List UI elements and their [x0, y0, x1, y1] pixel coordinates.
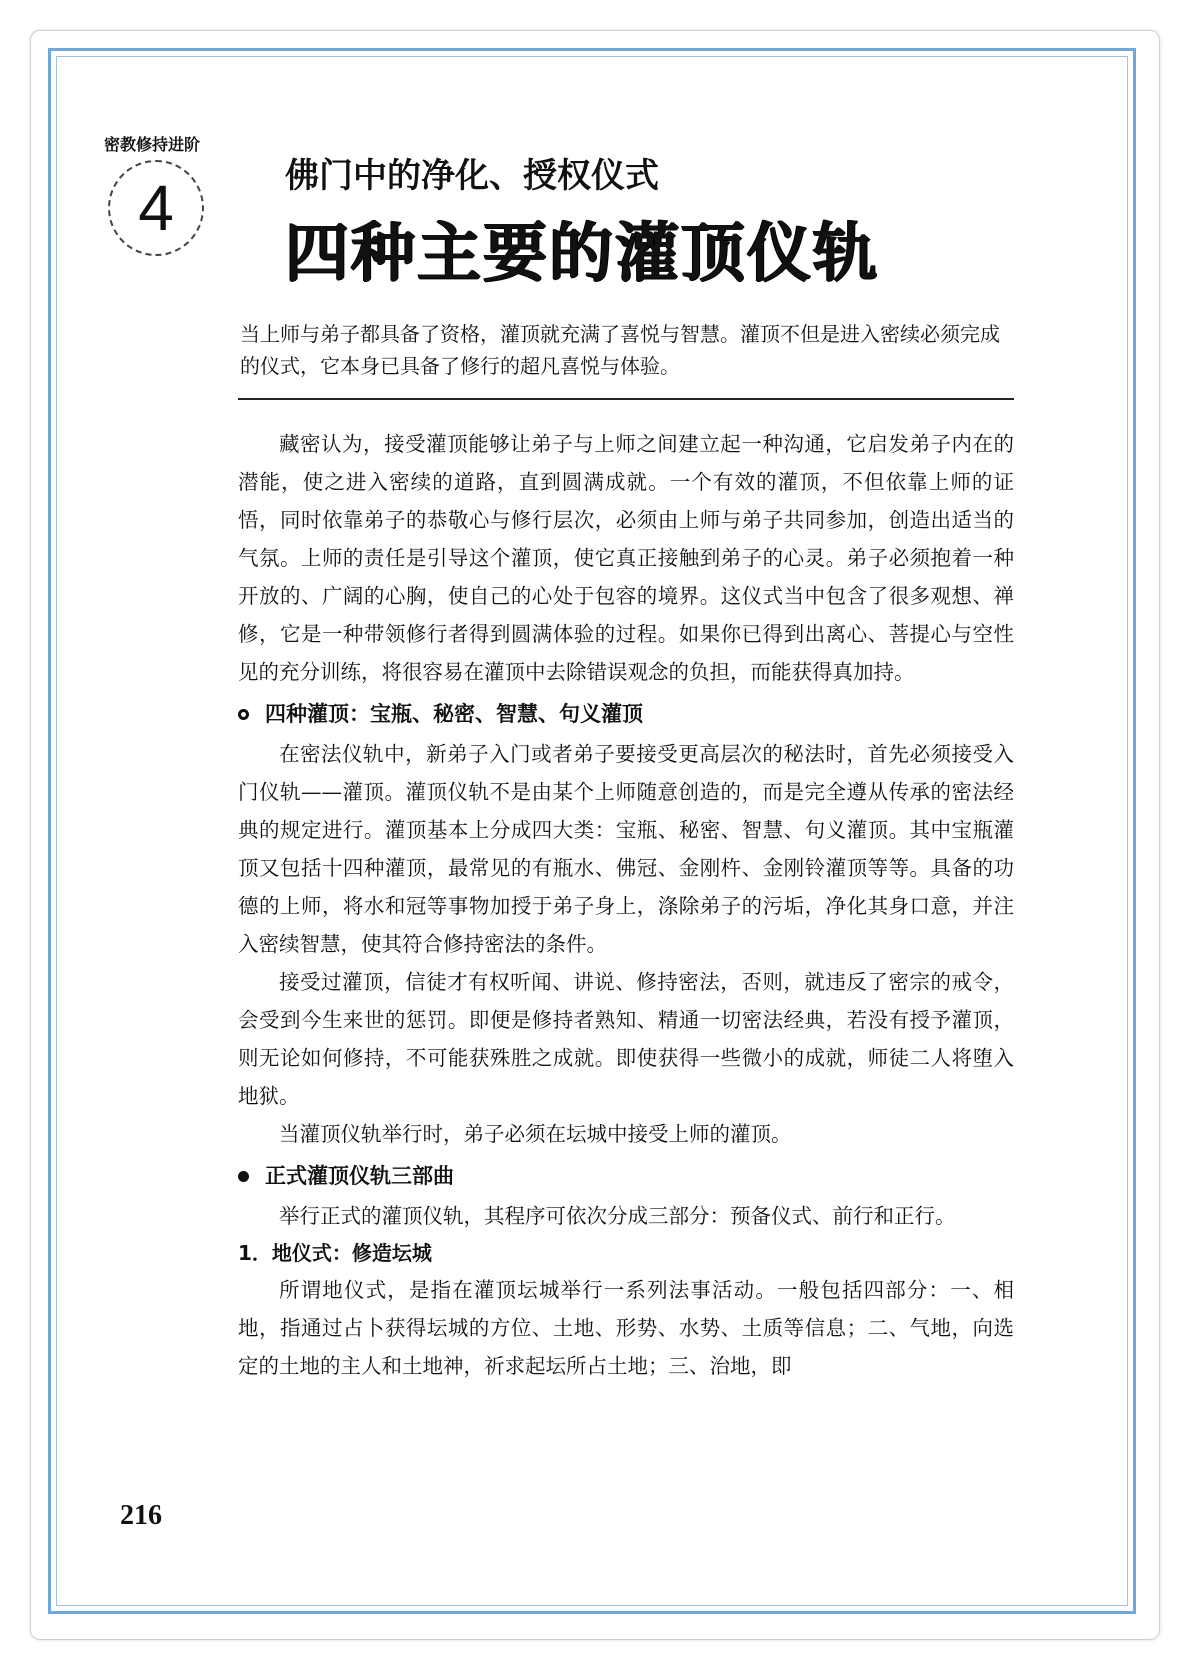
intro-paragraph: 当上师与弟子都具备了资格，灌顶就充满了喜悦与智慧。灌顶不但是进入密续必须完成的仪式，它本身已具备了修行的超凡喜悦与体验。	[240, 322, 1000, 378]
section-1-paragraph-3: 当灌顶仪轨举行时，弟子必须在坛城中接受上师的灌顶。	[279, 1122, 792, 1146]
subsection-1-paragraph: 所谓地仪式，是指在灌顶坛城举行一系列法事活动。一般包括四部分：一、相地，指通过占卜获得坛城的方位、土地、形势、水势、土质等信息；二、气地，向选定的土地的主人和土地神，祈求起坛所占土地；三、治地，即	[238, 1278, 1014, 1378]
series-label: 密教修持进阶	[104, 135, 201, 154]
bullet-icon	[238, 1171, 249, 1182]
section-2-paragraph: 举行正式的灌顶仪轨，其程序可依次分成三部分：预备仪式、前行和正行。	[279, 1204, 956, 1228]
section-heading-text: 正式灌顶仪轨三部曲	[265, 1164, 454, 1188]
section-heading-text: 四种灌顶：宝瓶、秘密、智慧、句义灌顶	[265, 702, 643, 726]
section-heading-three-parts	[238, 1155, 1014, 1197]
chapter-subtitle: 佛门中的净化、授权仪式	[285, 156, 659, 196]
body-content	[238, 425, 1014, 1385]
chapter-number: 4	[138, 172, 174, 244]
bullet-icon	[238, 709, 249, 720]
subsection-heading-earth-ritual: 1．地仪式：修造坛城	[238, 1241, 432, 1265]
section-1-paragraph-1: 在密法仪轨中，新弟子入门或者弟子要接受更高层次的秘法时，首先必须接受入门仪轨——灌顶。灌顶仪轨不是由某个上师随意创造的，而是完全遵从传承的密法经典的规定进行。灌顶基本上分成四大类：宝瓶、秘密、智慧、句义灌顶。其中宝瓶灌顶又包括十四种灌顶，最常见的有瓶水、佛冠、金刚杵、金刚铃灌顶等等。具备的功德的上师，将水和冠等事物加授于弟子身上，涤除弟子的污垢，净化其身口意，并注入密续智慧，使其符合修持密法的条件。	[238, 742, 1014, 956]
intro-divider	[238, 398, 1014, 400]
chapter-title: 四种主要的灌顶仪轨	[285, 217, 879, 291]
section-heading-four-empowerments	[238, 693, 1014, 735]
body-paragraph-1: 藏密认为，接受灌顶能够让弟子与上师之间建立起一种沟通，它启发弟子内在的潜能，使之进入密续的道路，直到圆满成就。一个有效的灌顶，不但依靠上师的证悟，同时依靠弟子的恭敬心与修行层次，必须由上师与弟子共同参加，创造出适当的气氛。上师的责任是引导这个灌顶，使它真正接触到弟子的心灵。弟子必须抱着一种开放的、广阔的心胸，使自己的心处于包容的境界。这仪式当中包含了很多观想、禅修，它是一种带领修行者得到圆满体验的过程。如果你已得到出离心、菩提心与空性见的充分训练，将很容易在灌顶中去除错误观念的负担，而能获得真加持。	[238, 432, 1014, 684]
section-1-paragraph-2: 接受过灌顶，信徒才有权听闻、讲说、修持密法，否则，就违反了密宗的戒令，会受到今生来世的惩罚。即便是修持者熟知、精通一切密法经典，若没有授予灌顶，则无论如何修持，不可能获殊胜之成就。即使获得一些微小的成就，师徒二人将堕入地狱。	[238, 970, 1014, 1108]
chapter-badge	[108, 160, 204, 256]
page-number: 216	[120, 1500, 162, 1531]
